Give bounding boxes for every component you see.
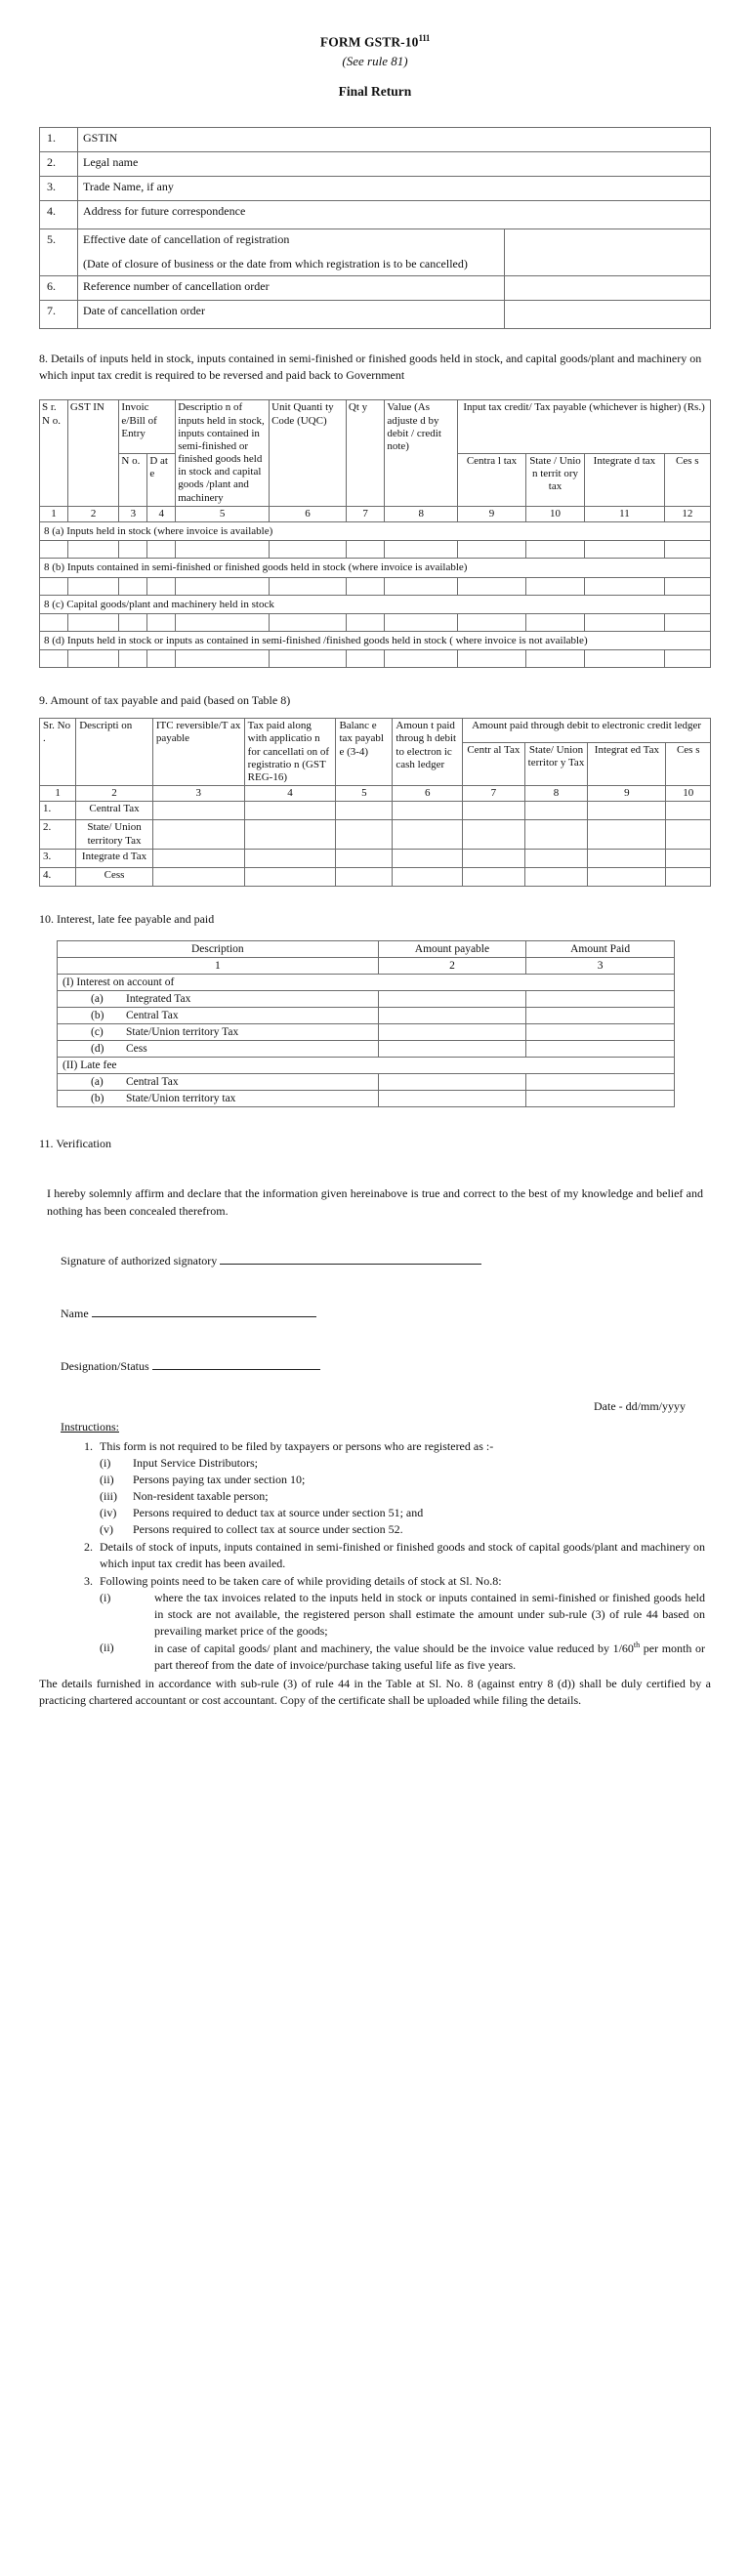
- table-row: [58, 1040, 675, 1057]
- col-num: 4: [147, 506, 176, 521]
- cell-input[interactable]: [666, 802, 711, 820]
- name-row: [61, 1306, 711, 1321]
- col-num: 11: [585, 506, 664, 521]
- cell-input[interactable]: [336, 867, 393, 886]
- col-header-qty: Qt y: [346, 400, 384, 507]
- instructions-heading: Instructions:: [61, 1419, 119, 1433]
- cell-input[interactable]: [463, 849, 524, 867]
- row-label: GSTIN: [78, 128, 711, 152]
- signature-label: Signature of authorized signatory: [61, 1253, 218, 1267]
- row-label: Central Tax: [76, 802, 153, 820]
- table-row: [40, 613, 711, 631]
- cell-input[interactable]: [463, 802, 524, 820]
- col-num: 10: [666, 786, 711, 802]
- list-item: [100, 1505, 705, 1521]
- item-text: Central Tax: [126, 1075, 179, 1088]
- group-header-row: [58, 1057, 675, 1073]
- cell-input[interactable]: [588, 802, 666, 820]
- instruction-item-2: [96, 1539, 705, 1572]
- profile-table: [39, 127, 711, 328]
- table-row: [40, 201, 711, 229]
- cell-input[interactable]: [176, 650, 270, 668]
- col-header-sr-no: Sr. No .: [40, 719, 76, 786]
- date-label: Date - dd/mm/yyyy: [594, 1398, 686, 1413]
- rule-reference: (See rule 81): [342, 53, 408, 68]
- row-label: [58, 1090, 379, 1106]
- instructions-list: [39, 1438, 705, 1674]
- cell-input[interactable]: [524, 849, 588, 867]
- cell-input[interactable]: [525, 650, 584, 668]
- col-header-amount-paid: Amount Paid: [526, 940, 675, 957]
- row-value-input[interactable]: [505, 229, 711, 275]
- cell-input[interactable]: [664, 577, 710, 595]
- col-num: 9: [588, 786, 666, 802]
- table-row: [40, 177, 711, 201]
- item-marker: (iv): [100, 1505, 117, 1519]
- cell-input[interactable]: [378, 1023, 526, 1040]
- col-num: 12: [664, 506, 710, 521]
- col-num: 10: [525, 506, 584, 521]
- row-label-text: Effective date of cancellation of registration: [83, 232, 290, 247]
- designation-field[interactable]: [152, 1358, 320, 1370]
- cell-input[interactable]: [526, 1040, 675, 1057]
- verification-declaration: I hereby solemnly affirm and declare that the information given hereinabove is true and correct to the best of my knowledge and belief and nothing has been concealed therefrom.: [47, 1185, 703, 1218]
- row-label: State/ Union territory Tax: [76, 820, 153, 849]
- item-marker: (d): [91, 1042, 104, 1055]
- cell-input[interactable]: [378, 1007, 526, 1023]
- col-header-amount-payable: Amount payable: [378, 940, 526, 957]
- cell-input[interactable]: [378, 1090, 526, 1106]
- table-row: [40, 229, 711, 275]
- cell-input[interactable]: [40, 541, 68, 559]
- table-row: [40, 650, 711, 668]
- col-header-cess: Ces s: [664, 453, 710, 506]
- col-header-invoice-bill-of-entry: Invoic e/Bill of Entry: [119, 400, 176, 453]
- col-header-state-ut-tax: State / Unio n territ ory tax: [525, 453, 584, 506]
- list-item: [100, 1455, 705, 1472]
- col-num: 2: [76, 786, 153, 802]
- row-number: 5.: [40, 229, 78, 275]
- page-title: Final Return: [338, 84, 412, 100]
- instruction-item-3-text: Following points need to be taken care of while providing details of stock at Sl. No.8:: [100, 1574, 502, 1589]
- item-text: [154, 1640, 705, 1674]
- instructions-tail-paragraph: The details furnished in accordance with sub-rule (3) of rule 44 in the Table at Sl. No. 8 (against entry 8 (d)) shall be duly certified by a practicing chartered accountant or cost accountant. Copy of the certificate shall be uploaded while filing the details.: [39, 1677, 711, 1708]
- group-label-interest: (I) Interest on account of: [58, 974, 675, 990]
- subsection-8a-label: 8 (a) Inputs held in stock (where invoice is available): [40, 522, 711, 541]
- col-header-tax-paid-with-application: Tax paid along with applicatio n for cancellati on of registratio n (GST REG-16): [244, 719, 336, 786]
- subsection-header-row: [40, 559, 711, 577]
- row-value-input[interactable]: [505, 300, 711, 328]
- col-header-balance-tax: Balanc e tax payabl e (3-4): [336, 719, 393, 786]
- cell-input[interactable]: [385, 541, 458, 559]
- subsection-header-row: [40, 631, 711, 649]
- cell-input[interactable]: [585, 650, 664, 668]
- cell-input[interactable]: [585, 613, 664, 631]
- designation-label: Designation/Status: [61, 1358, 149, 1373]
- col-header-invoice-date: D at e: [147, 453, 176, 506]
- name-label: Name: [61, 1306, 89, 1320]
- col-header-integrated-tax: Integrat ed Tax: [588, 742, 666, 785]
- cell-input[interactable]: [67, 650, 119, 668]
- list-item: [100, 1521, 705, 1538]
- item-text: Persons required to deduct tax at source under section 51; and: [133, 1505, 424, 1519]
- cell-input[interactable]: [270, 577, 347, 595]
- col-header-value: Value (As adjuste d by debit / credit note): [385, 400, 458, 507]
- table-row: [40, 577, 711, 595]
- col-header-sr-no: S r. N o.: [40, 400, 68, 507]
- interest-late-fee-table: [57, 940, 675, 1107]
- instruction-item-1-text: This form is not required to be filed by taxpayers or persons who are registered as :-: [100, 1438, 494, 1453]
- col-num: 9: [458, 506, 526, 521]
- col-num: 6: [393, 786, 463, 802]
- subsection-8c-label: 8 (c) Capital goods/plant and machinery held in stock: [40, 595, 711, 613]
- row-number: 3.: [40, 849, 76, 867]
- cell-input[interactable]: [119, 541, 147, 559]
- row-label: [58, 1040, 379, 1057]
- row-number: 2.: [40, 152, 78, 177]
- row-number: 1.: [40, 128, 78, 152]
- cell-input[interactable]: [378, 990, 526, 1007]
- cell-input[interactable]: [588, 849, 666, 867]
- cell-input[interactable]: [664, 613, 710, 631]
- col-num: 3: [119, 506, 147, 521]
- ordinal-suffix: th: [633, 1641, 641, 1650]
- cell-input[interactable]: [458, 577, 526, 595]
- col-num: 1: [40, 786, 76, 802]
- col-num: 5: [336, 786, 393, 802]
- col-header-itc-tax-payable-group: Input tax credit/ Tax payable (whichever is higher) (Rs.): [458, 400, 711, 453]
- col-header-credit-ledger-group: Amount paid through debit to electronic credit ledger: [463, 719, 711, 742]
- instruction-1-sublist: [100, 1455, 705, 1538]
- table-header-row: [58, 940, 675, 957]
- section-8-intro: 8. Details of inputs held in stock, inputs contained in semi-finished or finished goods held in stock, and capital goods/plant and machinery on which input tax credit is required to be reversed and paid back to Government: [39, 351, 702, 382]
- cell-input[interactable]: [67, 577, 119, 595]
- stock-details-table: [39, 399, 711, 668]
- tax-payable-paid-table: [39, 718, 711, 887]
- col-num: 7: [463, 786, 524, 802]
- col-num: 1: [40, 506, 68, 521]
- item-marker: (a): [91, 1075, 104, 1088]
- col-header-central-tax: Centr al Tax: [463, 742, 524, 785]
- cell-input[interactable]: [244, 867, 336, 886]
- cell-input[interactable]: [458, 541, 526, 559]
- subsection-header-row: [40, 522, 711, 541]
- cell-input[interactable]: [147, 577, 176, 595]
- row-label: [58, 990, 379, 1007]
- col-header-central-tax: Centra l tax: [458, 453, 526, 506]
- cell-input[interactable]: [336, 802, 393, 820]
- cell-input[interactable]: [666, 867, 711, 886]
- cell-input[interactable]: [336, 849, 393, 867]
- item-text: State/Union territory Tax: [126, 1025, 239, 1038]
- cell-input[interactable]: [526, 1073, 675, 1090]
- cell-input[interactable]: [664, 650, 710, 668]
- item-marker: (i): [100, 1591, 111, 1605]
- row-number: 1.: [40, 802, 76, 820]
- table-header-row: [40, 400, 711, 453]
- table-row: [40, 541, 711, 559]
- list-item: [100, 1640, 705, 1674]
- col-num: 2: [378, 957, 526, 974]
- col-num: 1: [58, 957, 379, 974]
- cell-input[interactable]: [336, 820, 393, 849]
- row-number: 3.: [40, 177, 78, 201]
- row-label: Legal name: [78, 152, 711, 177]
- cell-input[interactable]: [346, 650, 384, 668]
- cell-input[interactable]: [385, 613, 458, 631]
- section-9-title: 9. Amount of tax payable and paid (based on Table 8): [39, 693, 291, 708]
- cell-input[interactable]: [393, 867, 463, 886]
- col-num: 4: [244, 786, 336, 802]
- col-num: 8: [524, 786, 588, 802]
- cell-input[interactable]: [147, 613, 176, 631]
- cell-input[interactable]: [463, 820, 524, 849]
- cell-input[interactable]: [119, 577, 147, 595]
- table-row: [40, 867, 711, 886]
- designation-row: [61, 1358, 711, 1374]
- cell-input[interactable]: [346, 577, 384, 595]
- cell-input[interactable]: [526, 1007, 675, 1023]
- column-number-row: [58, 957, 675, 974]
- cell-input[interactable]: [458, 650, 526, 668]
- cell-input[interactable]: [176, 613, 270, 631]
- item-marker: (iii): [100, 1488, 117, 1503]
- group-header-row: [58, 974, 675, 990]
- item-marker: (ii): [100, 1641, 114, 1655]
- row-label: [58, 1007, 379, 1023]
- cell-input[interactable]: [40, 650, 68, 668]
- item-text: Persons paying tax under section 10;: [133, 1472, 306, 1486]
- row-label: Address for future correspondence: [78, 201, 711, 229]
- form-title-footnote-marker: 111: [418, 33, 431, 43]
- cell-input[interactable]: [385, 577, 458, 595]
- group-label-late-fee: (II) Late fee: [58, 1057, 675, 1073]
- cell-input[interactable]: [588, 820, 666, 849]
- row-number: 4.: [40, 867, 76, 886]
- col-num: 5: [176, 506, 270, 521]
- cell-input[interactable]: [67, 541, 119, 559]
- cell-input[interactable]: [40, 577, 68, 595]
- list-item: [100, 1590, 705, 1640]
- instruction-item-2-text: Details of stock of inputs, inputs contained in semi-finished or finished goods and stock of capital goods/plant and machinery on which input tax credit has been availed.: [100, 1540, 705, 1571]
- row-value-input[interactable]: [505, 275, 711, 300]
- row-label-note: (Date of closure of business or the date from which registration is to be cancelled): [83, 256, 468, 270]
- item-text: where the tax invoices related to the inputs held in stock or inputs contained in semi-finished or finished goods held in stock are not available, the registered person shall estimate the amount under sub-rule (3) of rule 44 based on prevailing market price of the goods;: [154, 1591, 705, 1639]
- cell-input[interactable]: [152, 849, 244, 867]
- column-number-row: [40, 506, 711, 521]
- item-text-part2: per month or part thereof from the date of invoice/purchase taking useful life as five years.: [154, 1641, 705, 1673]
- item-marker: (b): [91, 1009, 104, 1021]
- cell-input[interactable]: [176, 577, 270, 595]
- cell-input[interactable]: [147, 541, 176, 559]
- row-label: Reference number of cancellation order: [78, 275, 505, 300]
- cell-input[interactable]: [585, 577, 664, 595]
- item-text-part1: in case of capital goods/ plant and machinery, the value should be the invoice value reduced by 1/60: [154, 1641, 634, 1656]
- item-text: State/Union territory tax: [126, 1092, 236, 1104]
- subsection-8b-label: 8 (b) Inputs contained in semi-finished or finished goods held in stock (where invoice is available): [40, 559, 711, 577]
- cell-input[interactable]: [40, 613, 68, 631]
- cell-input[interactable]: [393, 849, 463, 867]
- cell-input[interactable]: [524, 820, 588, 849]
- cell-input[interactable]: [378, 1040, 526, 1057]
- col-num: 3: [152, 786, 244, 802]
- item-marker: (a): [91, 992, 104, 1005]
- section-10-title: 10. Interest, late fee payable and paid: [39, 911, 215, 926]
- cell-input[interactable]: [525, 541, 584, 559]
- col-num: 6: [270, 506, 347, 521]
- cell-input[interactable]: [147, 650, 176, 668]
- cell-input[interactable]: [666, 849, 711, 867]
- table-row: [58, 1023, 675, 1040]
- cell-input[interactable]: [463, 867, 524, 886]
- table-row: [40, 300, 711, 328]
- item-text: Persons required to collect tax at source under section 52.: [133, 1522, 403, 1536]
- cell-input[interactable]: [244, 820, 336, 849]
- item-marker: (ii): [100, 1472, 114, 1486]
- cell-input[interactable]: [385, 650, 458, 668]
- cell-input[interactable]: [524, 867, 588, 886]
- cell-input[interactable]: [525, 613, 584, 631]
- item-marker: (i): [100, 1455, 111, 1470]
- table-row: [58, 1007, 675, 1023]
- item-text: Non-resident taxable person;: [133, 1488, 269, 1503]
- list-item: [100, 1472, 705, 1488]
- item-marker: (b): [91, 1092, 104, 1104]
- row-number: 4.: [40, 201, 78, 229]
- table-row: [40, 152, 711, 177]
- table-row: [58, 990, 675, 1007]
- col-num: 8: [385, 506, 458, 521]
- table-row: [58, 1073, 675, 1090]
- cell-input[interactable]: [585, 541, 664, 559]
- col-header-description: Description: [58, 940, 379, 957]
- col-header-paid-cash-ledger: Amoun t paid throug h debit to electron ic cash ledger: [393, 719, 463, 786]
- table-row: [58, 1090, 675, 1106]
- row-label: [58, 1023, 379, 1040]
- col-header-description: Descriptio n of inputs held in stock, inputs contained in semi-finished or finished goods held in stock and capital goods /plant and machinery: [176, 400, 270, 507]
- row-label: Date of cancellation order: [78, 300, 505, 328]
- cell-input[interactable]: [588, 867, 666, 886]
- instruction-item-3: [96, 1573, 705, 1674]
- cell-input[interactable]: [458, 613, 526, 631]
- instruction-item-1: [96, 1438, 705, 1538]
- table-row: [40, 128, 711, 152]
- signature-field[interactable]: [220, 1253, 481, 1265]
- col-header-itc-reversible: ITC reversible/T ax payable: [152, 719, 244, 786]
- table-row: [40, 820, 711, 849]
- table-row: [40, 802, 711, 820]
- col-header-invoice-no: N o.: [119, 453, 147, 506]
- col-num: 3: [526, 957, 675, 974]
- cell-input[interactable]: [152, 820, 244, 849]
- cell-input[interactable]: [393, 802, 463, 820]
- column-number-row: [40, 786, 711, 802]
- cell-input[interactable]: [244, 849, 336, 867]
- row-label: [78, 229, 505, 275]
- cell-input[interactable]: [664, 541, 710, 559]
- cell-input[interactable]: [270, 650, 347, 668]
- list-item: [100, 1488, 705, 1505]
- col-num: 7: [346, 506, 384, 521]
- table-row: [40, 849, 711, 867]
- item-text: Cess: [126, 1042, 147, 1055]
- cell-input[interactable]: [526, 990, 675, 1007]
- col-header-gstin: GST IN: [67, 400, 119, 507]
- item-text: Input Service Distributors;: [133, 1455, 258, 1470]
- cell-input[interactable]: [119, 650, 147, 668]
- cell-input[interactable]: [526, 1090, 675, 1106]
- row-number: 7.: [40, 300, 78, 328]
- cell-input[interactable]: [378, 1073, 526, 1090]
- col-header-state-ut-tax: State/ Union territor y Tax: [524, 742, 588, 785]
- row-number: 6.: [40, 275, 78, 300]
- cell-input[interactable]: [393, 820, 463, 849]
- instruction-3-sublist: [100, 1590, 705, 1674]
- col-header-description: Descripti on: [76, 719, 153, 786]
- table-row: [40, 275, 711, 300]
- item-marker: (c): [91, 1025, 104, 1038]
- name-field[interactable]: [92, 1306, 316, 1317]
- form-title-text: FORM GSTR-10: [319, 34, 419, 50]
- signature-row: [61, 1253, 711, 1268]
- cell-input[interactable]: [346, 541, 384, 559]
- item-text: Central Tax: [126, 1009, 179, 1021]
- cell-input[interactable]: [346, 613, 384, 631]
- cell-input[interactable]: [270, 541, 347, 559]
- cell-input[interactable]: [525, 577, 584, 595]
- row-label: Cess: [76, 867, 153, 886]
- item-text: Integrated Tax: [126, 992, 191, 1005]
- col-num: 2: [67, 506, 119, 521]
- subsection-header-row: [40, 595, 711, 613]
- cell-input[interactable]: [152, 802, 244, 820]
- row-label: Trade Name, if any: [78, 177, 711, 201]
- subsection-8d-label: 8 (d) Inputs held in stock or inputs as contained in semi-finished /finished goods held in stock ( where invoice is not available): [40, 631, 711, 649]
- cell-input[interactable]: [270, 613, 347, 631]
- col-header-cess: Ces s: [666, 742, 711, 785]
- col-header-uqc: Unit Quanti ty Code (UQC): [270, 400, 347, 507]
- row-number: 2.: [40, 820, 76, 849]
- cell-input[interactable]: [524, 802, 588, 820]
- form-title: [39, 33, 711, 51]
- cell-input[interactable]: [119, 613, 147, 631]
- cell-input[interactable]: [244, 802, 336, 820]
- item-marker: (v): [100, 1522, 113, 1536]
- row-label: [58, 1073, 379, 1090]
- cell-input[interactable]: [176, 541, 270, 559]
- cell-input[interactable]: [526, 1023, 675, 1040]
- table-header-row: [40, 719, 711, 742]
- cell-input[interactable]: [152, 867, 244, 886]
- row-label: Integrate d Tax: [76, 849, 153, 867]
- section-11-title: 11. Verification: [39, 1136, 111, 1150]
- col-header-integrated-tax: Integrate d tax: [585, 453, 664, 506]
- cell-input[interactable]: [67, 613, 119, 631]
- cell-input[interactable]: [666, 820, 711, 849]
